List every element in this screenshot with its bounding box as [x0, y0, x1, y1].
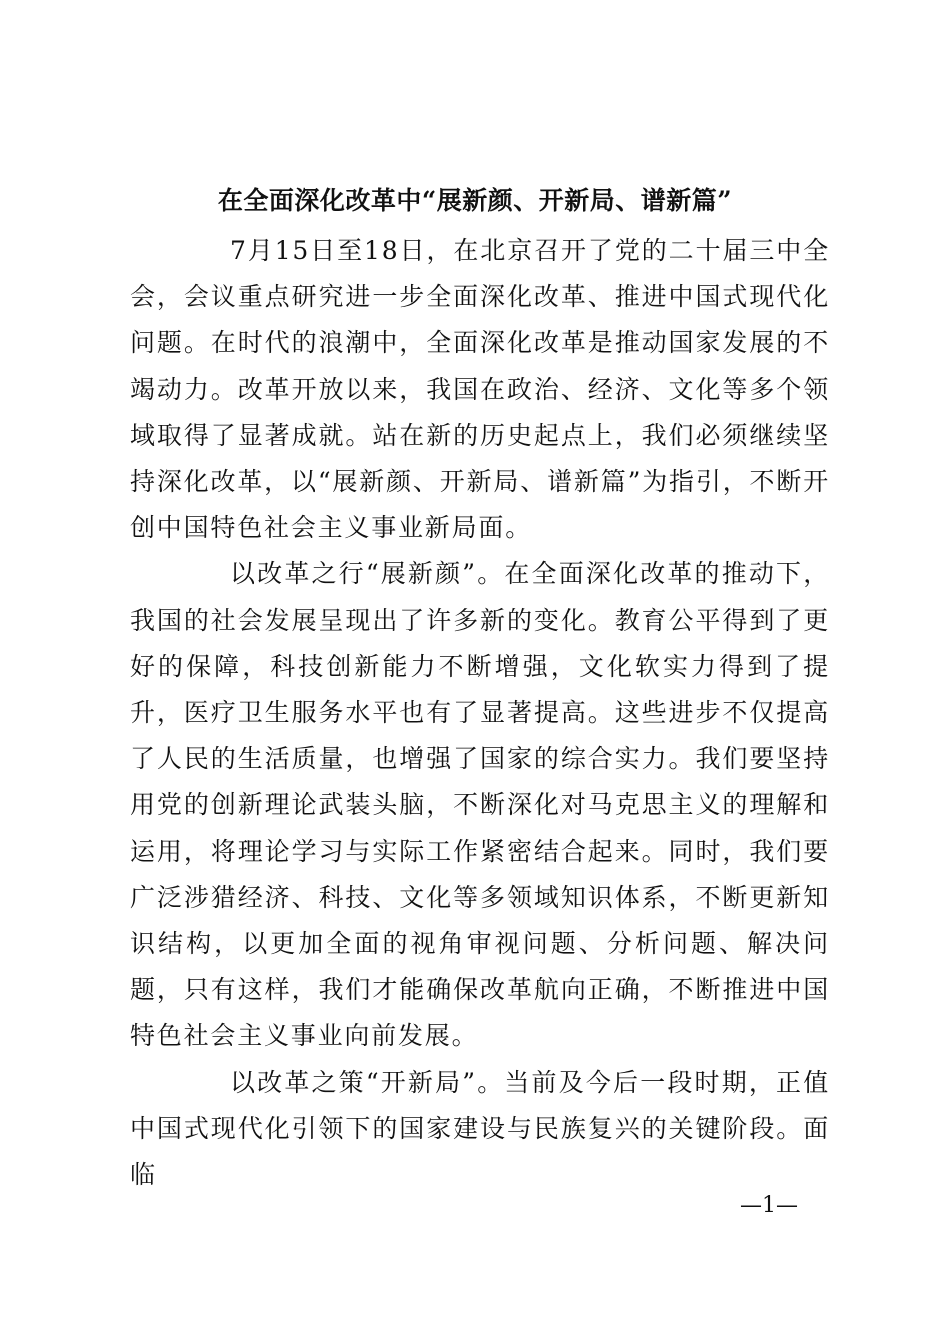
- page-number: —1—: [740, 1193, 798, 1218]
- paragraph-intro: 7月15日至18日，在北京召开了党的二十届三中全会，会议重点研究进一步全面深化改革、推进中国式现代化问题。在时代的浪潮中，全面深化改革是推动国家发展的不竭动力。改革开放以来，我国在政治、经济、文化等多个领域取得了显著成就。站在新的历史起点上，我们必须继续坚持深化改革，以“展新颜、开新局、谱新篇”为指引，不断开创中国特色社会主义事业新局面。: [130, 236, 830, 543]
- document-body: [130, 228, 830, 1198]
- paragraph-new-situation: 以改革之策“开新局”。当前及今后一段时期，正值中国式现代化引领下的国家建设与民族复兴的关键阶段。面临: [130, 1067, 830, 1190]
- document-title: 在全面深化改革中“展新颜、开新局、谱新篇”: [217, 186, 733, 215]
- paragraph-new-look: 以改革之行“展新颜”。在全面深化改革的推动下，我国的社会发展呈现出了许多新的变化。教育公平得到了更好的保障，科技创新能力不断增强，文化软实力得到了提升，医疗卫生服务水平也有了显著提高。这些进步不仅提高了人民的生活质量，也增强了国家的综合实力。我们要坚持用党的创新理论武装头脑，不断深化对马克思主义的理解和运用，将理论学习与实际工作紧密结合起来。同时，我们要广泛涉猎经济、科技、文化等多领域知识体系，不断更新知识结构，以更加全面的视角审视问题、分析问题、解决问题，只有这样，我们才能确保改革航向正确，不断推进中国特色社会主义事业向前发展。: [130, 559, 830, 1051]
